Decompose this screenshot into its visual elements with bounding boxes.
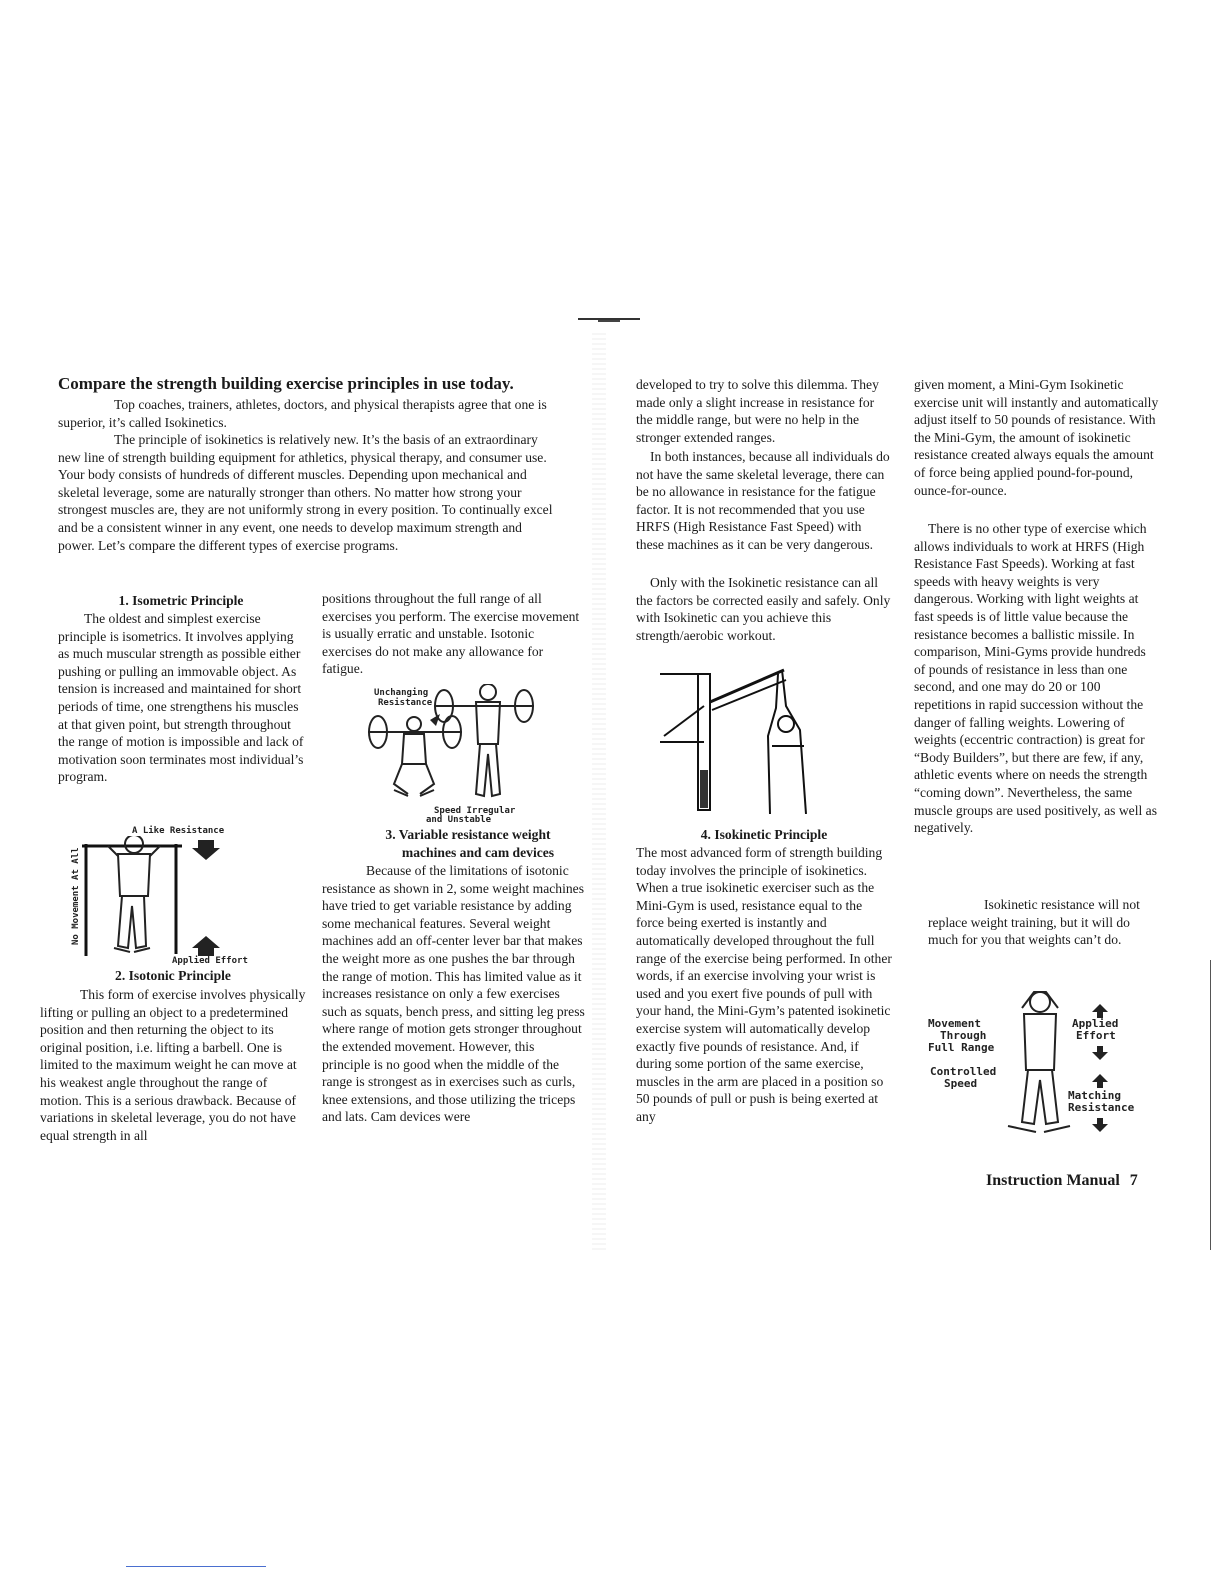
isokinetic-machine-figure xyxy=(660,666,840,814)
isometric-title: 1. Isometric Principle xyxy=(118,593,244,608)
fig1-top-label: A Like Resistance xyxy=(132,826,225,836)
isokinetic-person-figure xyxy=(928,984,1148,1140)
page-number: 7 xyxy=(1129,1172,1138,1189)
col4-paragraph-3: Isokinetic resistance will not replace weight training, but it will do much for you that weights can’t do. xyxy=(928,897,1140,948)
fig4-left-label-3: Full Range xyxy=(928,1041,995,1054)
down-arrow-icon xyxy=(1092,1046,1108,1060)
isokinetic-body: The most advanced form of strength building today involves the principle of isokinetics. When a true isokinetic exerciser such as the Mini-Gym is used, resistance equal to the force being exerted is instantly and automatically developed throughout the full range of the exercise being performed. In other words, if an exercise involving your wrist is used and you exert five pounds of pull with your hand, the Mini-Gym’s patented isokinetic exercise system will automatically develop exactly five pounds of resistance. And, if during some portion of the same exercise, muscles in the arm are placed in a position so 50 pounds of pull or push is being exerted at any xyxy=(636,845,892,1124)
variable-title-line-2: machines and cam devices xyxy=(401,845,555,860)
footer xyxy=(986,1172,1138,1190)
fig4-left-label-2: Through xyxy=(940,1029,987,1042)
binding-mark-tail xyxy=(598,320,620,328)
binding-gutter xyxy=(592,330,606,1250)
fig4-left-label-5: Speed xyxy=(944,1077,978,1090)
isokinetic-athlete-illustration xyxy=(1000,984,1080,1140)
col3-paragraph-2: In both instances, because all individuals do not have the same skeletal leverage, there can be no allowance in resistance for the fatigue factor. It is not recommended that you use HRFS (High Resistance Fast Speed) with these machines as it can be very dangerous. xyxy=(636,449,890,552)
main-heading: Compare the strength building exercise principles in use today. xyxy=(58,374,514,393)
up-arrow-icon xyxy=(1092,1074,1108,1088)
isometric-athlete-illustration xyxy=(78,836,238,962)
isotonic-athletes-illustration xyxy=(364,684,564,814)
isotonic-body: This form of exercise involves physically lifting or pulling an object to a predetermined position and then returning the object to its original position, i.e. lifting a barbell. One is limited to the maximum weight he can move at his weakest angle throughout the range of motion. This is a serious drawback. Because of variations in skeletal leverage, you do not have equal strength in all xyxy=(40,987,306,1143)
footer-label: Instruction Manual xyxy=(986,1172,1120,1189)
edge-mark-bottom xyxy=(126,1566,266,1567)
fig2-bottom-label-2: and Unstable xyxy=(426,815,492,825)
isotonic-figure xyxy=(364,684,564,824)
col3-paragraph-1: developed to try to solve this dilemma. They made only a slight increase in resistance for the middle range, but were no help in the stronger extended ranges. xyxy=(636,377,879,445)
isometric-figure xyxy=(60,822,310,966)
variable-title-line-1: 3. Variable resistance weight xyxy=(385,827,551,842)
fig4-left-label-1: Movement xyxy=(928,1017,981,1030)
variable-body: Because of the limitations of isotonic resistance as shown in 2, some weight machines have tried to get variable resistance by adding some mechanical features. Several weight machines add an off-center lever bar that makes the weight more as one pushes the bar through the range of motion. This has limited value as it increases resistance on only a few exercises such as squats, bench press, and sitting leg press where range of motion gets stronger throughout the extended movement. However, this principle is no good when the middle of the range is strongest as in exercises such as curls, knee extensions, and those utilizing the triceps and lats. Cam devices were xyxy=(322,863,585,1125)
mini-gym-illustration xyxy=(660,666,840,814)
col3-paragraph-3: Only with the Isokinetic resistance can all the factors be corrected easily and safely. Only with Isokinetic can you achieve this strength/aerobic workout. xyxy=(636,575,891,643)
intro-paragraph-1: Top coaches, trainers, athletes, doctors, and physical therapists agree that one is superior, it’s called Isokinetics. xyxy=(58,397,547,430)
intro-paragraph-2: The principle of isokinetics is relatively new. It’s the basis of an extraordinary new line of strength building equipment for athletics, physical therapy, and consumer use. Your body consists of hundreds of different muscles. Depending upon mechanical and skeletal leverage, some are naturally stronger than others. No matter how strong your strongest muscles are, they are not uniformly strong in every position. To continually excel and be a consistent winner in any event, one needs to develop maximum strength and power. Let’s compare the different types of exercise programs. xyxy=(58,432,553,553)
isokinetic-title: 4. Isokinetic Principle xyxy=(700,827,828,842)
fig4-right-label-4: Resistance xyxy=(1068,1101,1135,1114)
isotonic-title: 2. Isotonic Principle xyxy=(115,968,231,983)
fig4-right-label-1: Applied xyxy=(1072,1017,1119,1030)
fig1-side-label: No Movement At All xyxy=(71,847,81,945)
fig1-bottom-label: Applied Effort xyxy=(172,956,248,966)
isotonic-body-continued: positions throughout the full range of all exercises you perform. The exercise movement is usually erratic and unstable. Isotonic exercises do not make any allowance for fatigue. xyxy=(322,591,580,677)
isometric-body: The oldest and simplest exercise principle is isometrics. It involves applying as much muscular strength as possible either pushing or pulling an immovable object. As tension is increased and maintained for short periods of time, one strengthens his muscles at that given point, but strength throughout the range of motion is impossible and lack of motivation soon terminates most individual’s program. xyxy=(58,611,304,785)
fig2-bottom-label-1: Speed Irregular xyxy=(434,806,516,816)
down-arrow-icon xyxy=(1092,1118,1108,1132)
fig4-right-label-3: Matching xyxy=(1068,1089,1121,1102)
fig4-left-label-4: Controlled xyxy=(930,1065,997,1078)
up-arrow-icon xyxy=(1092,1004,1108,1018)
col4-paragraph-2: There is no other type of exercise which allows individuals to work at HRFS (High Resistance Fast Speeds). Working at fast speeds with heavy weights is very dangerous. Working with light weights at fast speeds is of little value because the resistance becomes a ballistic missile. In comparison, Mini-Gyms provide hundreds of pounds of resistance in less than one second, and one may do 20 or 100 repetitions in rapid succession without the danger of falling weights. Lowering of weights (eccentric contraction) is great for “Body Builders”, but there are few, if any, athletic events where on needs the strength “coming down”. Nevertheless, the same muscle groups are used positively, as well as negatively. xyxy=(914,521,1157,836)
col4-paragraph-1: given moment, a Mini-Gym Isokinetic exercise unit will instantly and automatically adjust itself to 50 pounds of resistance. With the Mini-Gym, the amount of isokinetic resistance created always equals the amount of force being applied pound-for-pound, ounce-for-ounce. xyxy=(914,377,1159,498)
fig2-top-label-1: Unchanging xyxy=(374,688,429,698)
fig2-top-label-2: Resistance xyxy=(378,698,433,708)
fig4-right-label-2: Effort xyxy=(1076,1029,1116,1042)
edge-mark-right xyxy=(1210,960,1211,1250)
